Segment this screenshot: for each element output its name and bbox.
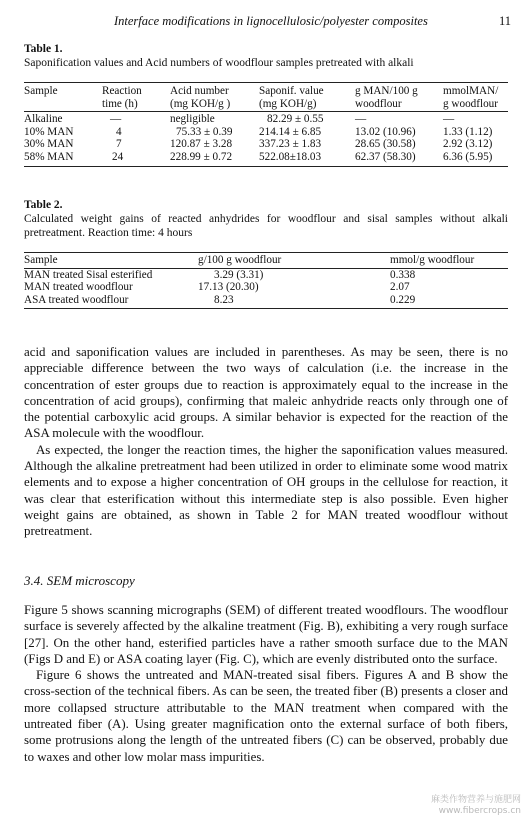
table-cell: Alkaline	[24, 113, 63, 126]
running-title: Interface modifications in lignocellulosic/polyester composites	[114, 14, 428, 28]
table-cell: 58% MAN	[24, 150, 74, 163]
table1-caption	[24, 42, 508, 70]
table-cell: 337.23 ± 1.83	[259, 138, 322, 151]
table-cell: 0.338	[390, 268, 416, 281]
table2-label: Table 2.	[24, 199, 63, 211]
table2-header-sample: Sample	[24, 254, 58, 266]
table1-caption-text: Saponification values and Acid numbers of woodflour samples pretreated with alkali	[24, 57, 414, 69]
watermark-line: 麻类作物营养与施肥网	[430, 795, 521, 805]
table-cell: ASA treated woodflour	[24, 293, 129, 306]
table2-header-row	[24, 253, 508, 269]
table-cell: 2.07	[390, 281, 410, 294]
table-cell: 30% MAN	[24, 138, 74, 151]
table-cell: 120.87 ± 3.28	[170, 138, 233, 151]
table-row	[24, 281, 508, 294]
table-cell: 17.13 (20.30)	[198, 281, 259, 294]
watermark	[431, 795, 521, 817]
table2-caption	[24, 198, 508, 240]
paragraph: acid and saponification values are included in parentheses. As may be seen, there is no appreciable difference between the two ways of calculation (i.e. the increase in the concentration of ester groups due to reaction is approximately equal to the increase in the concentration of acid groups), confirming that maleic anhydride reacts only through one of the potential carboxylic acid groups. A similar behavior is expected for the reaction of the ASA molecule with the woodflour.	[24, 345, 508, 441]
table-cell: 214.14 ± 6.85	[259, 125, 322, 138]
table-cell: 82.29 ± 0.55	[267, 113, 324, 126]
table-cell: 24	[112, 150, 124, 163]
paragraph: As expected, the longer the reaction times, the higher the saponification values measured. Although the alkaline pretreatment had been utilized in order to eliminate some wood matrix elements and to expose a higher concentration of OH groups in the cellulose for reaction, it was clear that esterification without this intermediate step is also possible. Even higher weight gains are obtained, as shown in Table 2 for MAN treated woodflour without pretreatment.	[24, 442, 508, 539]
table2-header-g100: g/100 g woodflour	[198, 254, 282, 266]
table-cell: —	[110, 113, 122, 126]
table-cell: 75.33 ± 0.39	[176, 125, 233, 138]
table-row	[24, 294, 508, 309]
table-cell: MAN treated Sisal esterified	[24, 268, 153, 281]
table-cell: 10% MAN	[24, 125, 74, 138]
body-text-upper	[24, 344, 508, 540]
table1-label: Table 1.	[24, 43, 63, 55]
table-cell: 2.92 (3.12)	[443, 138, 493, 151]
watermark-url: www.fibercrops.cn	[438, 806, 521, 816]
table1-header-saponif: Saponif. value (mg KOH/g)	[259, 85, 324, 110]
table1-header-sample: Sample	[24, 85, 58, 97]
table1-header-mmol: mmolMAN/ g woodflour	[443, 85, 499, 110]
table-cell: —	[355, 113, 367, 126]
table-row	[24, 138, 508, 151]
table-cell: 7	[116, 138, 122, 151]
table-cell: 522.08±18.03	[259, 150, 322, 163]
body-text-lower	[24, 602, 508, 765]
table-cell: MAN treated woodflour	[24, 281, 133, 294]
section-title: 3.4. SEM microscopy	[24, 573, 135, 588]
table-row	[24, 151, 508, 166]
paragraph: Figure 5 shows scanning micrographs (SEM) of different treated woodflours. The woodflour surface is severely affected by the alkaline treatment (Fig. B), exhibiting a very rough surface [27]. On the other hand, esterified particles have a rather smooth surface due to the MAN (Figs D and E) or ASA coating layer (Fig. C), which are evenly distributed onto the surface.	[24, 603, 508, 666]
table-cell: 0.229	[390, 293, 416, 306]
table1-header-row	[24, 83, 508, 112]
table-cell: 8.23	[214, 293, 234, 306]
table-cell: 1.33 (1.12)	[443, 125, 493, 138]
table-row	[24, 112, 508, 126]
table1-header-acid: Acid number (mg KOH/g )	[170, 85, 231, 110]
table-cell: 62.37 (58.30)	[355, 150, 416, 163]
table1	[24, 82, 508, 167]
table-cell: 4	[116, 125, 122, 138]
table1-header-time: Reaction time (h)	[102, 85, 142, 110]
table-cell: 13.02 (10.96)	[355, 125, 416, 138]
running-head	[100, 14, 511, 30]
table2-header-mmol: mmol/g woodflour	[390, 254, 475, 266]
table2	[24, 252, 508, 309]
table-cell: 28.65 (30.58)	[355, 138, 416, 151]
page-number: 11	[498, 14, 511, 28]
table-cell: negligible	[170, 113, 215, 126]
table-cell: 6.36 (5.95)	[443, 150, 493, 163]
table-cell: —	[443, 113, 455, 126]
paragraph: Figure 6 shows the untreated and MAN-treated sisal fibers. Figures A and B show the cross-section of the technical fibers. As can be seen, the treated fiber (B) presents a closer and more collapsed structure attributable to the MAN treatment when compared with the untreated fiber (A). Using greater magnification onto the external surface of both fibers, some protrusions along the length of the untreated fibers (C) can be observed, probably due to waxes and other low molar mass impurities.	[24, 668, 508, 764]
table-row	[24, 126, 508, 139]
table1-header-gman: g MAN/100 g woodflour	[355, 85, 418, 110]
table2-caption-text: Calculated weight gains of reacted anhydrides for woodflour and sisal samples without alkali pretreatment. Reaction time: 4 hours	[24, 213, 508, 239]
table-row	[24, 268, 508, 281]
table-cell: 228.99 ± 0.72	[170, 150, 233, 163]
table-cell: 3.29 (3.31)	[214, 268, 264, 281]
